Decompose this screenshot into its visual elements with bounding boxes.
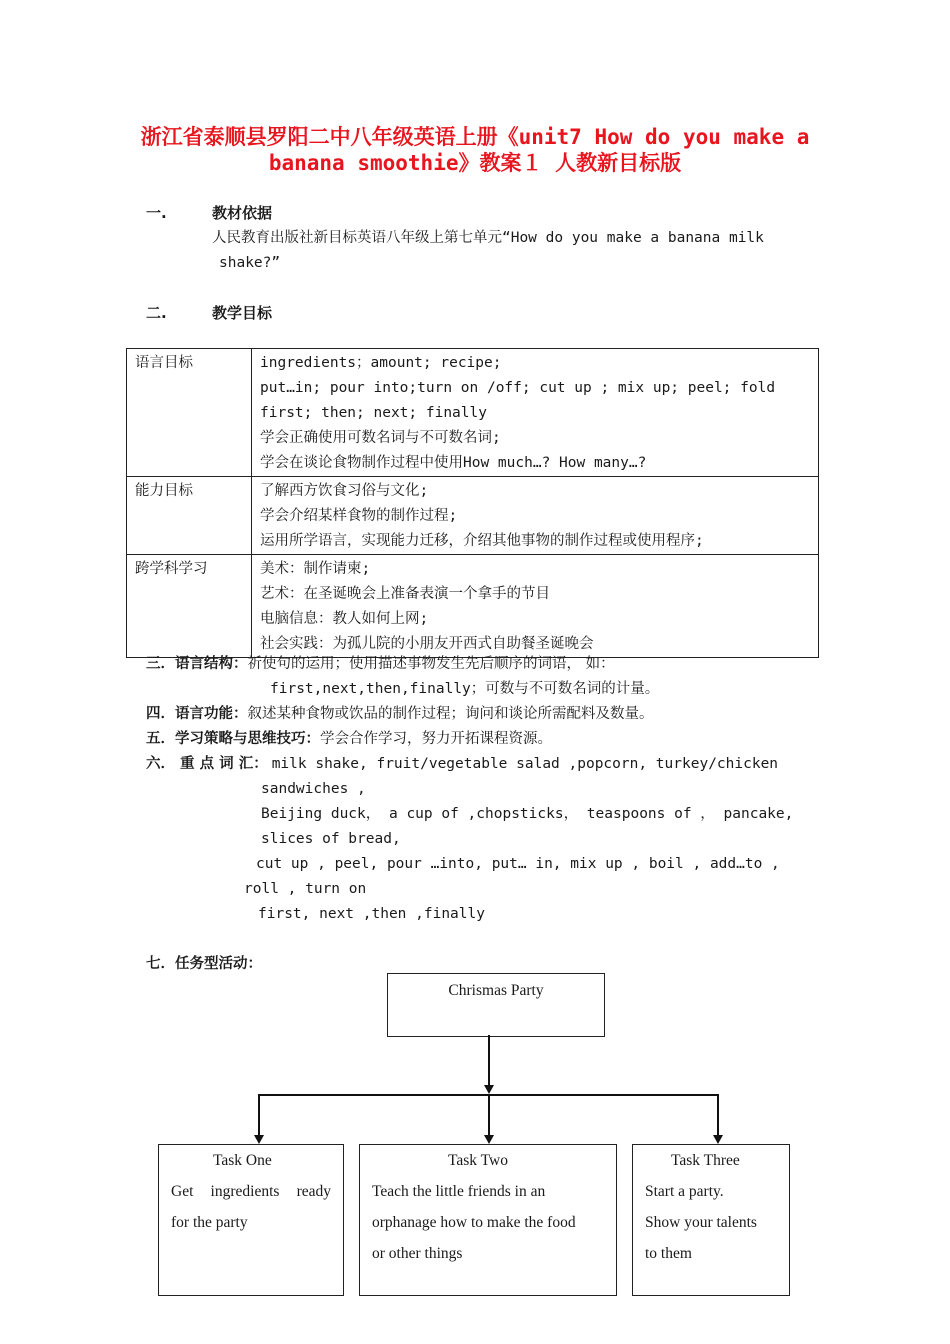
section-1-line-1: 人民教育出版社新目标英语八年级上第七单元“How do you make a banana milk xyxy=(212,230,764,246)
table-line: 运用所学语言，实现能力迁移，介绍其他事物的制作过程或使用程序; xyxy=(260,533,704,549)
vocab-line-7: first, next ,then ,finally xyxy=(258,906,485,922)
section-4-label: 四．语言功能： xyxy=(146,706,248,722)
document-title xyxy=(120,124,830,176)
table-line: ingredients；amount; recipe; xyxy=(260,355,502,371)
section-2-heading xyxy=(146,302,272,323)
section-1-body xyxy=(212,226,812,276)
row-label-interdisciplinary: 跨学科学习 xyxy=(127,555,252,658)
connector-line xyxy=(258,1094,260,1136)
row-content-language xyxy=(252,349,819,477)
title-line-2: banana smoothie》教案１ 人教新目标版 xyxy=(268,151,682,175)
vocab-line-4: slices of bread, xyxy=(261,831,401,847)
root-label: Chrismas Party xyxy=(448,982,544,999)
table-line: 社会实践：为孤儿院的小朋友开西式自助餐圣诞晚会 xyxy=(260,636,594,652)
table-row xyxy=(127,477,819,555)
section-7-label: 七．任务型活动： xyxy=(146,956,262,972)
section-2-title: 教学目标 xyxy=(212,304,273,322)
section-1-heading xyxy=(146,202,272,223)
section-1-number: 一. xyxy=(146,204,167,222)
table-row xyxy=(127,555,819,658)
row-content-ability xyxy=(252,477,819,555)
task-three-line: Show your talents xyxy=(645,1214,757,1231)
connector-line xyxy=(488,1094,490,1136)
task-one-line: Get ingredients ready xyxy=(171,1183,331,1200)
arrow-down-icon xyxy=(254,1135,264,1144)
table-line: 了解西方饮食习俗与文化; xyxy=(260,483,429,499)
row-label-ability: 能力目标 xyxy=(127,477,252,555)
section-5-label: 五．学习策略与思维技巧： xyxy=(146,731,320,747)
section-7 xyxy=(146,952,262,977)
vocab-line-1: milk shake, fruit/vegetable salad ,popcorn, turkey/chicken xyxy=(271,756,779,772)
table-line: 学会正确使用可数名词与不可数名词; xyxy=(260,430,501,446)
section-5-text: 学会合作学习，努力开拓课程资源。 xyxy=(320,731,552,747)
task-one-line: for the party xyxy=(171,1214,248,1231)
section-5 xyxy=(146,727,552,752)
task-two-box xyxy=(359,1144,617,1296)
vocab-line-2: sandwiches , xyxy=(261,781,366,797)
task-three-title: Task Three xyxy=(671,1152,740,1169)
section-3-text: 祈使句的运用；使用描述事物发生先后顺序的词语， 如： xyxy=(247,656,615,672)
task-three-box xyxy=(632,1144,790,1296)
table-line: put…in; pour into;turn on /off; cut up ; mix up; peel; fold xyxy=(260,380,776,396)
vocab-line-6: roll , turn on xyxy=(244,881,367,897)
section-3-line-2: first,next,then,finally；可数与不可数名词的计量。 xyxy=(270,681,660,697)
section-4-text: 叙述某种食物或饮品的制作过程；询问和谈论所需配料及数量。 xyxy=(247,706,654,722)
section-6-label: 六． 重 点 词 汇： xyxy=(146,756,268,772)
table-row xyxy=(127,349,819,477)
task-three-line: to them xyxy=(645,1245,692,1262)
task-three-line: Start a party. xyxy=(645,1183,724,1200)
vocab-line-3: Beijing duck， a cup of ,chopsticks， teaspoons of ， pancake, xyxy=(261,806,794,822)
row-label-language: 语言目标 xyxy=(127,349,252,477)
table-line: 艺术：在圣诞晚会上准备表演一个拿手的节目 xyxy=(260,586,550,602)
task-one-box xyxy=(158,1144,344,1296)
task-two-title: Task Two xyxy=(448,1152,508,1169)
row-content-interdisciplinary xyxy=(252,555,819,658)
table-line: 学会在谈论食物制作过程中使用How much…? How many…? xyxy=(260,455,647,471)
task-two-line: Teach the little friends in an xyxy=(372,1183,546,1200)
vocab-line-5: cut up , peel, pour …into, put… in, mix up , boil , add…to , xyxy=(256,856,780,872)
section-1-line-2: shake?” xyxy=(219,255,281,271)
table-line: 美术：制作请柬; xyxy=(260,561,371,577)
connector-line xyxy=(717,1094,719,1136)
task-two-line: or other things xyxy=(372,1245,463,1262)
arrow-down-icon xyxy=(484,1085,494,1094)
teaching-goals-table xyxy=(126,348,819,658)
table-line: first; then; next; finally xyxy=(260,405,487,421)
connector-line xyxy=(488,1035,490,1087)
table-line: 学会介绍某样食物的制作过程; xyxy=(260,508,458,524)
section-4 xyxy=(146,702,654,727)
task-two-line: orphanage how to make the food xyxy=(372,1214,576,1231)
title-line-1: 浙江省泰顺县罗阳二中八年级英语上册《unit7 How do you make a xyxy=(140,125,810,149)
arrow-down-icon xyxy=(713,1135,723,1144)
section-3-label: 三．语言结构： xyxy=(146,656,248,672)
arrow-down-icon xyxy=(484,1135,494,1144)
section-2-number: 二. xyxy=(146,304,167,322)
section-6 xyxy=(146,752,810,927)
section-1-title: 教材依据 xyxy=(212,204,273,222)
root-box xyxy=(387,973,605,1037)
task-one-title: Task One xyxy=(213,1152,272,1169)
table-line: 电脑信息：教人如何上网; xyxy=(260,611,429,627)
section-3 xyxy=(146,652,810,702)
